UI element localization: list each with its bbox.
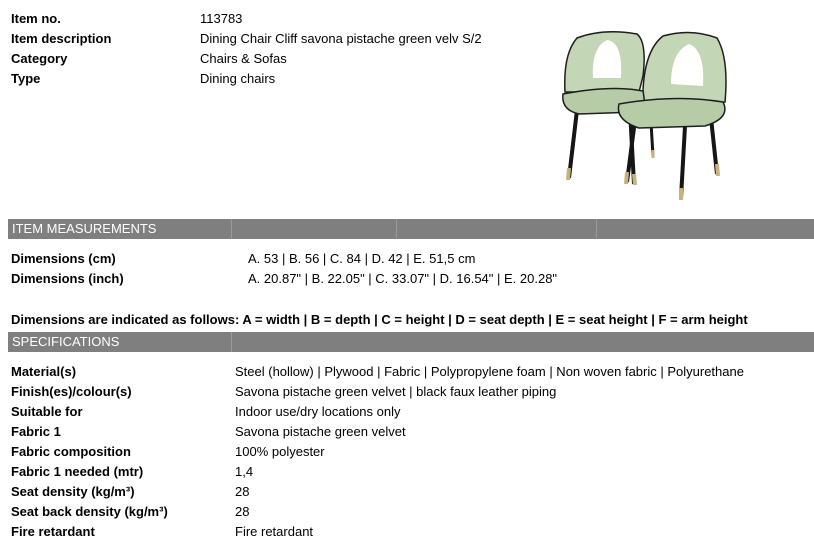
suitable-for-value: Indoor use/dry locations only <box>235 404 401 419</box>
fabric-composition-value: 100% polyester <box>235 444 325 459</box>
category-value: Chairs & Sofas <box>200 51 287 66</box>
item-no-label: Item no. <box>11 11 61 26</box>
bar-divider <box>396 219 397 239</box>
specifications-header-bar <box>8 332 814 352</box>
measurements-header-bar <box>8 219 814 239</box>
type-value: Dining chairs <box>200 71 276 86</box>
dimensions-inch-label: Dimensions (inch) <box>11 271 124 286</box>
dimensions-legend-note: Dimensions are indicated as follows: A = width | B = depth | C = height | D = seat depth | E = seat height | F = arm height <box>11 312 748 327</box>
finish-value: Savona pistache green velvet | black faux leather piping <box>235 384 557 399</box>
dimensions-cm-value: A. 53 | B. 56 | C. 84 | D. 42 | E. 51,5 cm <box>248 251 476 266</box>
dimensions-inch-value: A. 20.87" | B. 22.05" | C. 33.07" | D. 16.54" | E. 20.28" <box>248 271 558 286</box>
item-description-value: Dining Chair Cliff savona pistache green velv S/2 <box>200 31 482 46</box>
item-description-label: Item description <box>11 31 112 46</box>
fabric-1-label: Fabric 1 <box>11 424 61 439</box>
dimensions-cm-label: Dimensions (cm) <box>11 251 116 266</box>
bar-divider <box>596 219 597 239</box>
fabric-composition-label: Fabric composition <box>11 444 131 459</box>
chair-pair-image <box>555 28 735 206</box>
fabric-needed-label: Fabric 1 needed (mtr) <box>11 464 144 479</box>
type-label: Type <box>11 71 41 86</box>
fabric-1-value: Savona pistache green velvet <box>235 424 406 439</box>
item-no-value: 113783 <box>200 11 243 26</box>
seat-back-density-label: Seat back density (kg/m³) <box>11 504 168 519</box>
seat-density-label: Seat density (kg/m³) <box>11 484 135 499</box>
materials-label: Material(s) <box>11 364 77 379</box>
finish-label: Finish(es)/colour(s) <box>11 384 132 399</box>
bar-divider <box>231 219 232 239</box>
measurements-title: ITEM MEASUREMENTS <box>12 221 157 236</box>
specifications-title: SPECIFICATIONS <box>12 334 120 349</box>
fire-retardant-value: Fire retardant <box>235 524 314 539</box>
materials-value: Steel (hollow) | Plywood | Fabric | Polypropylene foam | Non woven fabric | Polyurethane <box>235 364 744 379</box>
bar-divider <box>231 332 232 352</box>
category-label: Category <box>11 51 68 66</box>
seat-density-value: 28 <box>235 484 250 499</box>
fire-retardant-label: Fire retardant <box>11 524 95 539</box>
fabric-needed-value: 1,4 <box>235 464 254 479</box>
suitable-for-label: Suitable for <box>11 404 83 419</box>
seat-back-density-value: 28 <box>235 504 250 519</box>
